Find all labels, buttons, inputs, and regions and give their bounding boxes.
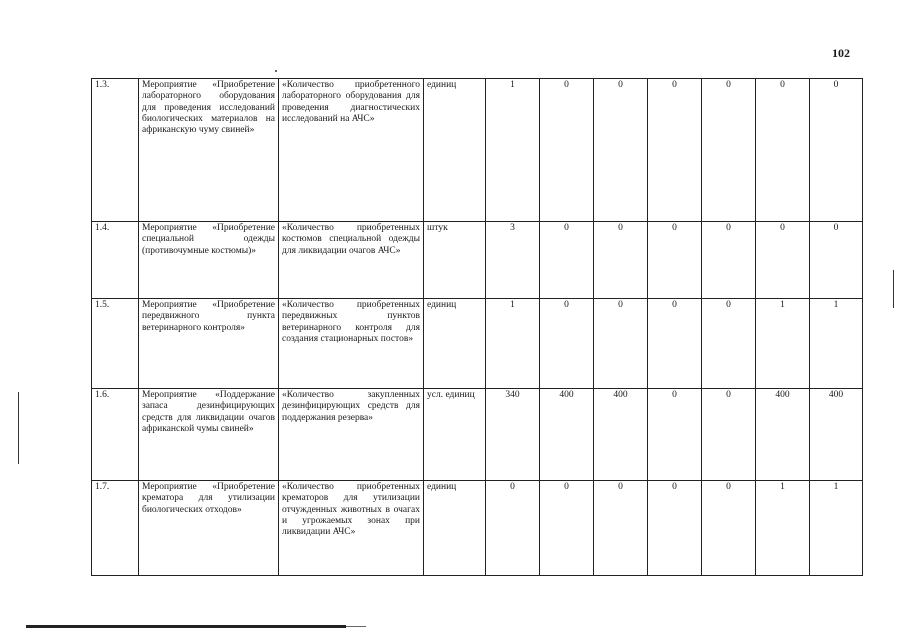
value-cell: 0	[540, 299, 594, 389]
program-indicators-table	[91, 78, 863, 576]
value-cell: 1	[810, 481, 863, 576]
event-cell: Мероприятие «Приобретение крематора для утилизации биологических отходов»	[139, 481, 279, 576]
row-number: 1.5.	[92, 299, 139, 389]
event-cell: Мероприятие «Приобретение лабораторного оборудования для проведения исследований биологических материалов на африканскую чуму свиней»	[139, 79, 279, 222]
value-cell: 0	[702, 299, 756, 389]
value-cell: 0	[756, 79, 810, 222]
event-cell: Мероприятие «Приобретение специальной одежды (противочумные костюмы)»	[139, 222, 279, 299]
value-cell: 400	[756, 389, 810, 481]
page-number: 102	[832, 46, 850, 60]
footer-rule	[26, 625, 346, 628]
value-cell: 1	[486, 299, 540, 389]
value-cell: 3	[486, 222, 540, 299]
unit-cell: усл. единиц	[424, 389, 486, 481]
indicator-cell: «Количество приобретенных передвижных пунктов ветеринарного контроля для создания стационарных постов»	[279, 299, 424, 389]
unit-cell: единиц	[424, 481, 486, 576]
footer-rule-tail	[346, 626, 366, 627]
event-cell: Мероприятие «Приобретение передвижного пункта ветеринарного контроля»	[139, 299, 279, 389]
table-body	[92, 79, 863, 576]
value-cell: 0	[594, 79, 648, 222]
value-cell: 0	[648, 389, 702, 481]
row-number: 1.7.	[92, 481, 139, 576]
row-number: 1.6.	[92, 389, 139, 481]
event-cell: Мероприятие «Поддержание запаса дезинфицирующих средств для ликвидации очагов африканской чумы свиней»	[139, 389, 279, 481]
value-cell: 1	[810, 299, 863, 389]
indicator-cell: «Количество приобретенного лабораторного оборудования для проведения диагностических исследований на АЧС»	[279, 79, 424, 222]
value-cell: 0	[702, 222, 756, 299]
value-cell: 1	[756, 481, 810, 576]
unit-cell: штук	[424, 222, 486, 299]
table-row	[92, 299, 863, 389]
indicator-cell: «Количество приобретенных костюмов специальной одежды для ликвидации очагов АЧС»	[279, 222, 424, 299]
unit-cell: единиц	[424, 79, 486, 222]
value-cell: 400	[810, 389, 863, 481]
value-cell: 0	[648, 481, 702, 576]
value-cell: 0	[702, 481, 756, 576]
scan-edge-mark-right	[893, 270, 894, 308]
scan-edge-mark-left	[18, 392, 19, 464]
unit-cell: единиц	[424, 299, 486, 389]
table-row	[92, 222, 863, 299]
value-cell: 0	[810, 79, 863, 222]
value-cell: 0	[648, 79, 702, 222]
table-row	[92, 389, 863, 481]
table-row	[92, 481, 863, 576]
value-cell: 0	[648, 222, 702, 299]
value-cell: 0	[486, 481, 540, 576]
value-cell: 1	[756, 299, 810, 389]
value-cell: 0	[594, 299, 648, 389]
value-cell: 340	[486, 389, 540, 481]
table-row	[92, 79, 863, 222]
value-cell: 0	[594, 222, 648, 299]
value-cell: 0	[540, 481, 594, 576]
value-cell: 0	[756, 222, 810, 299]
value-cell: 400	[594, 389, 648, 481]
value-cell: 0	[540, 79, 594, 222]
value-cell: 1	[486, 79, 540, 222]
value-cell: 0	[594, 481, 648, 576]
row-number: 1.3.	[92, 79, 139, 222]
value-cell: 0	[810, 222, 863, 299]
row-number: 1.4.	[92, 222, 139, 299]
value-cell: 400	[540, 389, 594, 481]
indicator-cell: «Количество закупленных дезинфицирующих средств для поддержания резерва»	[279, 389, 424, 481]
scan-speck	[275, 70, 277, 72]
value-cell: 0	[702, 389, 756, 481]
indicator-cell: «Количество приобретенных крематоров для утилизации отчужденных животных в очагах и угрожаемых зонах при ликвидации АЧС»	[279, 481, 424, 576]
value-cell: 0	[540, 222, 594, 299]
value-cell: 0	[702, 79, 756, 222]
value-cell: 0	[648, 299, 702, 389]
